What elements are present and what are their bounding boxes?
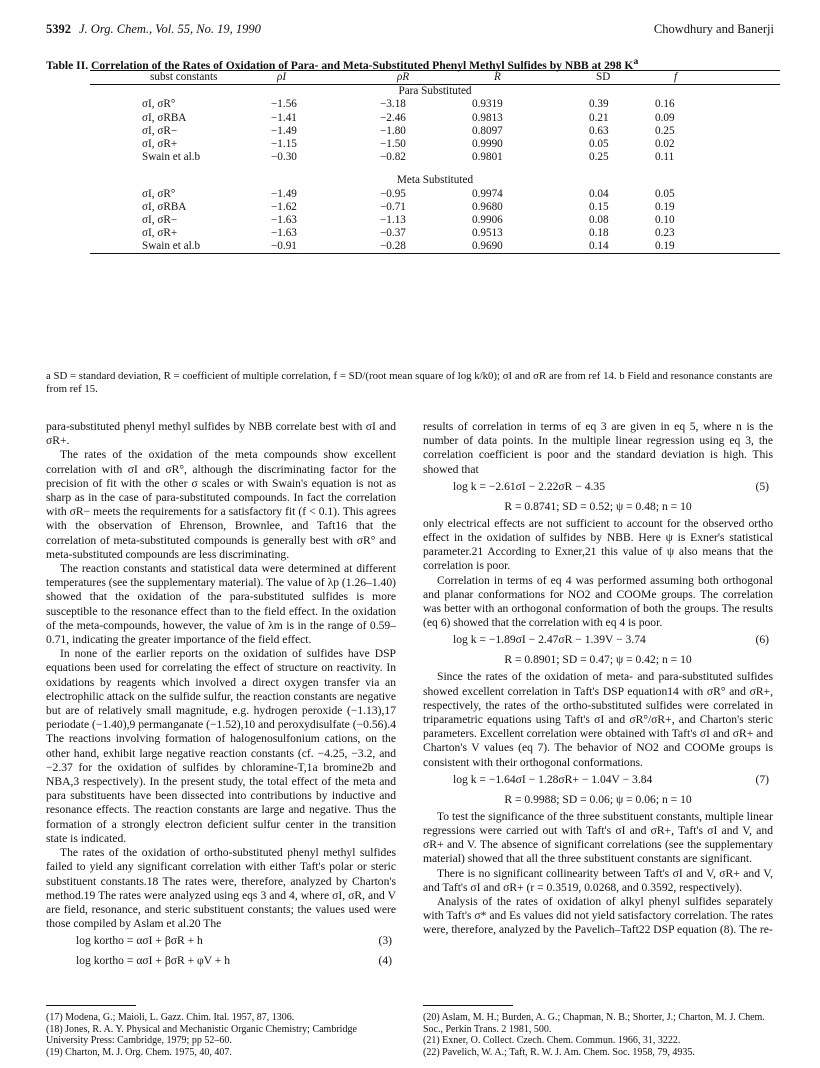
table-cell: 0.08 <box>589 213 609 226</box>
table-cell: 0.04 <box>589 187 609 200</box>
table-cell: 0.23 <box>655 227 675 240</box>
table-cell: 0.9319 <box>472 98 503 111</box>
table-row <box>90 151 780 164</box>
table-cell: −1.63 <box>271 227 297 240</box>
table-cell: −0.82 <box>380 151 406 164</box>
table-cell: 0.8097 <box>472 124 503 137</box>
page-number: 5392 <box>46 22 71 36</box>
equation-5-expression: log k = −2.61σI − 2.22σR − 4.35 <box>453 479 606 493</box>
footnote: (18) Jones, R. A. Y. Physical and Mechanistic Organic Chemistry; Cambridge University Press: Cambridge, 1979; pp 52–60. <box>46 1023 357 1047</box>
equation-7-stats: R = 0.9988; SD = 0.06; ψ = 0.06; n = 10 <box>504 792 692 806</box>
paragraph: The rates of the oxidation of the meta compounds show excellent correlation with σI and σR°, although the discriminating factor for the precision of fit with the other σ scales or with Swain's equation is not as sharp as in the case of para-substituted compounds. In fact the correlation with σR− meets the requirements for a satisfactory fit (f < 0.1). This agrees with the observation of Ehrenson, Brownlee, and Taft16 that the correlation of meta-substituted compounds is generally best with σR° and meta-substituted compounds are less discriminating. <box>46 448 396 561</box>
paragraph: The reaction constants and statistical data were determined at different temperatures (see the supplementary material). The value of λp (1.26–1.40) showed that the oxidation of the para-substituted sulfides is more susceptible to the resonance effect than to the field effect. In the oxidation of the meta-compounds, however, the value of λm is in the range of 0.59–0.71, indicating the greater importance of the field effect. <box>46 562 396 647</box>
section-title-meta: Meta Substituted <box>396 174 474 187</box>
table-cell: −0.71 <box>380 200 406 213</box>
table-row <box>90 138 780 151</box>
table-cell: σI, σRBA <box>142 200 187 213</box>
equation-7 <box>423 770 773 790</box>
table-cell: 0.05 <box>655 187 675 200</box>
table-cell: −1.63 <box>271 213 297 226</box>
col-header-rho-i: ρI <box>277 71 287 83</box>
equation-5-number: (5) <box>755 479 769 493</box>
section-title-para: Para Substituted <box>398 85 472 98</box>
paragraph: Since the rates of the oxidation of meta- and para-substituted sulfides showed excellent correlation in Taft's DSP equation14 with σR° and σR+, respectively, the rates of the ortho-substituted sulfides were correlated in triparametric equations using Taft's σI and σR°/σR+, and Charton's steric parameters. Excellent correlation were obtained with Taft's σI and σR+ and Charton's V values (eq 7). The behavior of NO2 and COOMe groups is consistent with their orthogonal conformations. <box>423 670 773 769</box>
table-footnote: a SD = standard deviation, R = coefficient of multiple correlation, f = SD/(root mean square of log k/k0); σI and σR are from ref 14. b Field and resonance constants are from ref 15. <box>46 370 773 395</box>
table-cell: Swain et al.b <box>142 151 201 164</box>
paragraph: results of correlation in terms of eq 3 are given in eq 5, where n is the number of data points. In the multiple linear regression using eq 3, the correlation coefficient is poor and the standard deviation is high. This showed that <box>423 420 773 476</box>
table-cell: 0.39 <box>589 98 609 111</box>
equation-6-number: (6) <box>755 633 769 647</box>
footnotes-right <box>423 1012 773 1058</box>
table-cell: 0.15 <box>589 200 609 213</box>
table-cell: −1.62 <box>271 200 297 213</box>
table-cell: −0.37 <box>380 227 406 240</box>
table-bottom-rule <box>90 253 780 254</box>
footnotes-left <box>46 1012 396 1058</box>
table-cell: −0.95 <box>380 187 406 200</box>
paragraph: The rates of the oxidation of ortho-substituted phenyl methyl sulfides failed to yield any significant correlation with either Taft's polar or steric substituent constants.18 The rates were, therefore, analyzed by Charton's method.19 The rates were analyzed using eqs 3 and 4, where σI, σR, and V are field, resonance, and steric substituent constants; the values used were those compiled by Aslam et al.20 The <box>46 846 396 931</box>
footnote: (20) Aslam, M. H.; Burden, A. G.; Chapman, N. B.; Shorter, J.; Charton, M. J. Chem. Soc., Perkin Trans. 2 1981, 500. <box>423 1012 765 1035</box>
equation-3-number: (3) <box>378 934 392 948</box>
equation-4-number: (4) <box>378 954 392 968</box>
header-left <box>46 22 261 36</box>
table-cell: −1.41 <box>271 111 297 124</box>
table-cell: −1.80 <box>380 124 406 137</box>
table-cell: 0.11 <box>655 151 675 164</box>
table-cell: σI, σRBA <box>142 111 187 124</box>
table-cell: 0.10 <box>655 213 675 226</box>
table-cell: 0.9990 <box>472 137 503 150</box>
table-cell: 0.19 <box>655 240 675 253</box>
table-cell: 0.9690 <box>472 240 503 253</box>
paragraph: Analysis of the rates of oxidation of alkyl phenyl sulfides separately with Taft's σ* and Es values did not yield satisfactory correlation. The rates were, therefore, analyzed by the Pavelich–Taft22 DSP equation (8). The re- <box>423 895 773 937</box>
equation-7-number: (7) <box>755 772 769 786</box>
equation-6-expression: log k = −1.89σI − 2.47σR − 1.39V − 3.74 <box>453 633 646 647</box>
table-row <box>90 125 780 138</box>
col-header-sd: SD <box>596 71 611 83</box>
table-row <box>90 112 780 125</box>
table-cell: 0.9513 <box>472 227 503 240</box>
table-cell: σI, σR° <box>142 98 176 111</box>
table-row <box>90 201 780 214</box>
header-authors: Chowdhury and Banerji <box>653 22 774 36</box>
table-row <box>90 214 780 227</box>
table-cell: −1.15 <box>271 137 297 150</box>
table-cell: σI, σR+ <box>142 227 178 240</box>
table-cell: −3.18 <box>380 98 406 111</box>
table-cell: 0.18 <box>589 227 609 240</box>
equation-4 <box>46 951 396 971</box>
footnote-rule-right <box>423 1005 513 1006</box>
table-cell: −1.13 <box>380 213 406 226</box>
table-cell: 0.9906 <box>472 213 503 226</box>
table-cell: −1.56 <box>271 98 297 111</box>
running-header <box>46 22 774 38</box>
table-header-row <box>90 71 780 84</box>
paragraph: There is no significant collinearity between Taft's σI and V, σR+ and V, and Taft's σI and σR+ (r = 0.3519, 0.0268, and 0.3592, respectively). <box>423 866 773 894</box>
col-header-subst: subst constants <box>150 71 218 83</box>
table-cell: σI, σR− <box>142 213 178 226</box>
table-cell: −0.28 <box>380 240 406 253</box>
table-caption-text: Table II. Correlation of the Rates of Oxidation of Para- and Meta-Substituted Phenyl Methyl Sulfides by NBB at 298 K <box>46 58 634 72</box>
equation-3-expression: log kortho = ασI + βσR + h <box>76 934 203 948</box>
table-cell: −1.49 <box>271 187 297 200</box>
table-cell: σI, σR° <box>142 187 176 200</box>
table-row <box>90 98 780 111</box>
journal-citation: J. Org. Chem., Vol. 55, No. 19, 1990 <box>79 22 261 36</box>
table-cell: Swain et al.b <box>142 240 201 253</box>
equation-6-stats: R = 0.8901; SD = 0.47; ψ = 0.42; n = 10 <box>504 653 692 667</box>
equation-6 <box>423 630 773 650</box>
table-cell: 0.63 <box>589 124 609 137</box>
table-row <box>90 227 780 240</box>
table-row <box>90 240 780 253</box>
table-cell: 0.9974 <box>472 187 503 200</box>
table-cell: 0.16 <box>655 98 675 111</box>
footnote: (22) Pavelich, W. A.; Taft, R. W. J. Am. Chem. Soc. 1958, 79, 4935. <box>423 1046 695 1058</box>
table-cell: 0.9813 <box>472 111 503 124</box>
footnote: (21) Exner, O. Collect. Czech. Chem. Commun. 1966, 31, 3222. <box>423 1035 681 1047</box>
left-column <box>46 420 396 971</box>
paragraph: Correlation in terms of eq 4 was performed assuming both orthogonal and planar conformations for NO2 and COOMe groups. The correlation was better with an orthogonal conformation of both the groups. The results (eq 6) showed that the correlation with eq 4 is poor. <box>423 573 773 630</box>
col-header-f: f <box>674 71 678 83</box>
table-cell: −0.30 <box>271 151 297 164</box>
table-cell: 0.05 <box>589 137 609 150</box>
paragraph: only electrical effects are not sufficient to account for the observed ortho effect in the oxidation of sulfides by NBB. Here ψ is Exner's statistical parameter.21 According to Exner,21 this value of ψ also means that the correlation is poor. <box>423 516 773 573</box>
equation-7-expression: log k = −1.64σI − 1.28σR+ − 1.04V − 3.84 <box>453 772 653 786</box>
table-cell: −2.46 <box>380 111 406 124</box>
table-cell: 0.02 <box>655 137 675 150</box>
table-cell: 0.25 <box>655 124 675 137</box>
right-column <box>423 420 773 938</box>
table-cell: 0.9801 <box>472 151 503 164</box>
table-cell: −1.50 <box>380 137 406 150</box>
paragraph: para-substituted phenyl methyl sulfides by NBB correlate best with σI and σR+. <box>46 420 396 448</box>
col-header-r: R <box>494 71 501 83</box>
table-cell: 0.09 <box>655 111 675 124</box>
table-cell: −1.49 <box>271 124 297 137</box>
paragraph: To test the significance of the three substituent constants, multiple linear regressions were carried out with Taft's σI and σR+, Taft's σI and V, and σR+ and V. The absence of significant correlations (see the supplementary material) showed that all the three substituent constants are significant. <box>423 809 773 866</box>
table-caption-mark: a <box>633 56 639 67</box>
table-cell: 0.9680 <box>472 200 503 213</box>
table-cell: 0.21 <box>589 111 609 124</box>
footnote-rule-left <box>46 1005 136 1006</box>
equation-5-stats: R = 0.8741; SD = 0.52; ψ = 0.48; n = 10 <box>504 499 692 513</box>
table-row <box>90 188 780 201</box>
table-cell: 0.14 <box>589 240 609 253</box>
table-cell: 0.25 <box>589 151 609 164</box>
equation-3 <box>46 931 396 951</box>
equation-5 <box>423 477 773 497</box>
footnote: (17) Modena, G.; Maioli, L. Gazz. Chim. Ital. 1957, 87, 1306. <box>46 1012 295 1023</box>
equation-4-expression: log kortho = ασI + βσR + φV + h <box>76 954 231 968</box>
paragraph: In none of the earlier reports on the oxidation of sulfides have DSP equations been used for correlating the effect of structure on reactivity. In oxidations by reagents which involved a direct oxygen transfer via an electrophilic attack on the sulfide sulfur, the reaction constants are negative but are of relatively small magnitude, e.g. hydrogen peroxide (−1.13),17 periodate (−1.40),9 permanganate (−1.52),10 and peroxydisulfate (−0.56).4 The reactions involving formation of halogenosulfonium cations, on the other hand, exhibit large negative reaction constants (cf. −4.25, −3.2, and −2.37 for the oxidation of sulfides by chloramine-T,1a bromine2b and NBA,3 respectively). In the present study, the total effect of the meta and para substituents have been dissected into contributions by inductive and resonance effects. The reaction constants are large and negative. Thus the formation of a strongly electron deficient sulfur center in the transition state is indicated. <box>46 647 396 845</box>
table-cell: σI, σR− <box>142 124 178 137</box>
correlation-table <box>90 70 780 254</box>
table-cell: 0.19 <box>655 200 675 213</box>
table-cell: σI, σR+ <box>142 137 178 150</box>
table-cell: −0.91 <box>271 240 297 253</box>
col-header-rho-r: ρR <box>397 71 410 83</box>
footnote: (19) Charton, M. J. Org. Chem. 1975, 40, 407. <box>46 1046 232 1058</box>
